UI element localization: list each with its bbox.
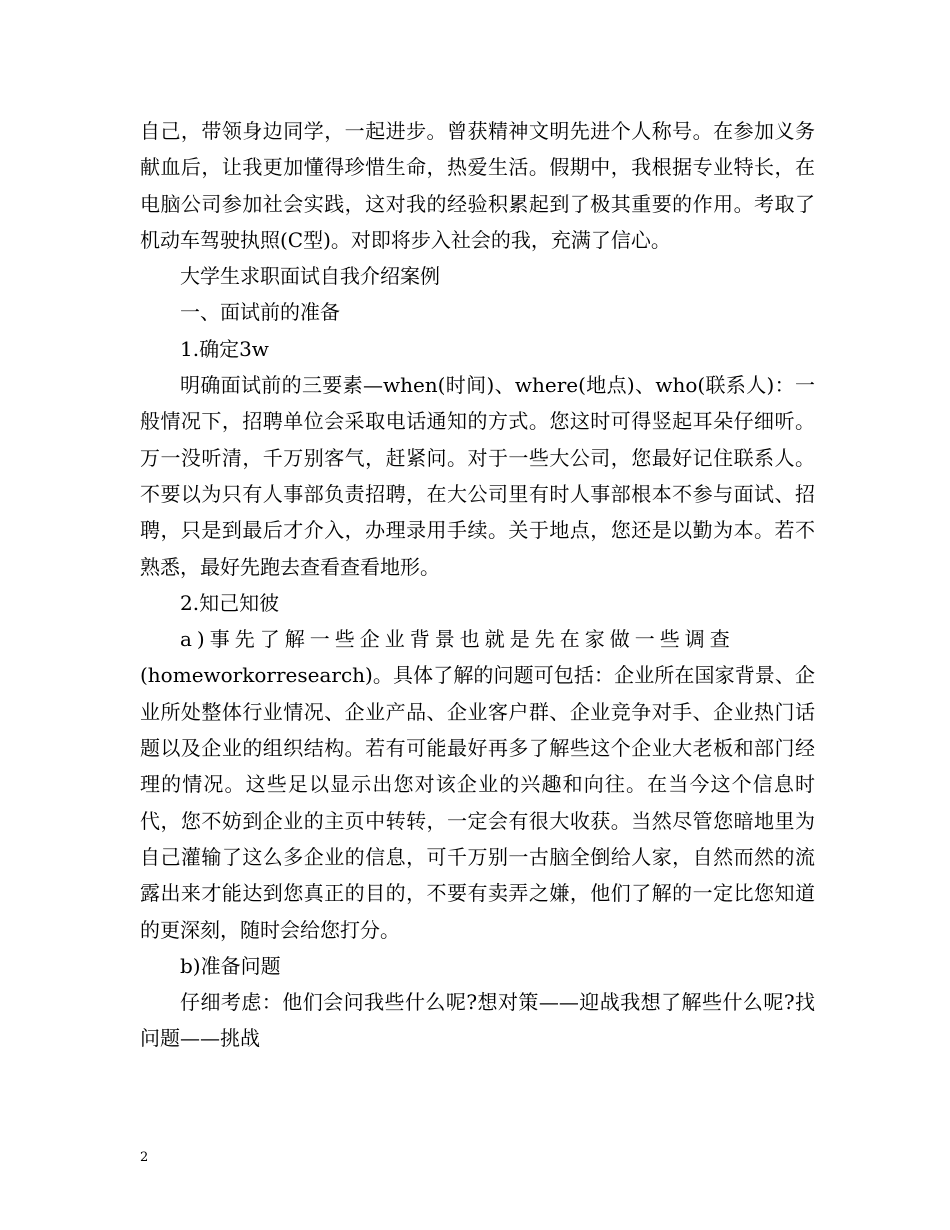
subheading-prepare-questions: b)准备问题	[180, 953, 281, 978]
paragraph-three-elements: 明确面试前的三要素—when(时间)、where(地点)、who(联系人)：一般情况下，招聘单位会采取电话通知的方式。您这时可得竖起耳朵仔细听。万一没听清，千万别客气，赶紧问。对于一些大公司，您最好记住联系人。不要以为只有人事部负责招聘，在大公司里有时人事部根本不参与面试、招聘，只是到最后才介入，办理录用手续。关于地点，您还是以勤为本。若不熟悉，最好先跑去查看查看地形。	[140, 373, 815, 579]
paragraph-research-details: (homeworkorresearch)。具体了解的问题可包括：企业所在国家背景、企业所处整体行业情况、企业产品、企业客户群、企业竞争对手、企业热门话题以及企业的组织结构。若有可能最好再多了解些这个企业大老板和部门经理的情况。这些足以显示出您对该企业的兴趣和向往。在当今这个信息时代，您不妨到企业的主页中转转，一定会有很大收获。当然尽管您暗地里为自己灌输了这么多企业的信息，可千万别一古脑全倒给人家，自然而然的流露出来才能达到您真正的目的，不要有卖弄之嫌，他们了解的一定比您知道的更深刻，随时会给您打分。	[140, 663, 815, 942]
subheading-know-yourself: 2.知己知彼	[180, 590, 280, 615]
subheading-3w: 1.确定3w	[180, 336, 269, 361]
section-title: 大学生求职面试自我介绍案例	[180, 264, 440, 289]
paragraph-continuation: 自己，带领身边同学，一起进步。曾获精神文明先进个人称号。在参加义务献血后，让我更加懂得珍惜生命，热爱生活。假期中，我根据专业特长，在电脑公司参加社会实践，这对我的经验积累起到了极其重要的作用。考取了机动车驾驶执照(C型)。对即将步入社会的我，充满了信心。	[140, 119, 815, 252]
paragraph-research-intro: a)事先了解一些企业背景也就是先在家做一些调查	[180, 627, 735, 652]
heading-preparation: 一、面试前的准备	[180, 300, 340, 325]
paragraph-consider: 仔细考虑：他们会问我些什么呢?想对策——迎战我想了解些什么呢?找问题——挑战	[140, 990, 815, 1051]
document-body	[140, 113, 815, 1057]
page-number: 2	[140, 1150, 149, 1165]
